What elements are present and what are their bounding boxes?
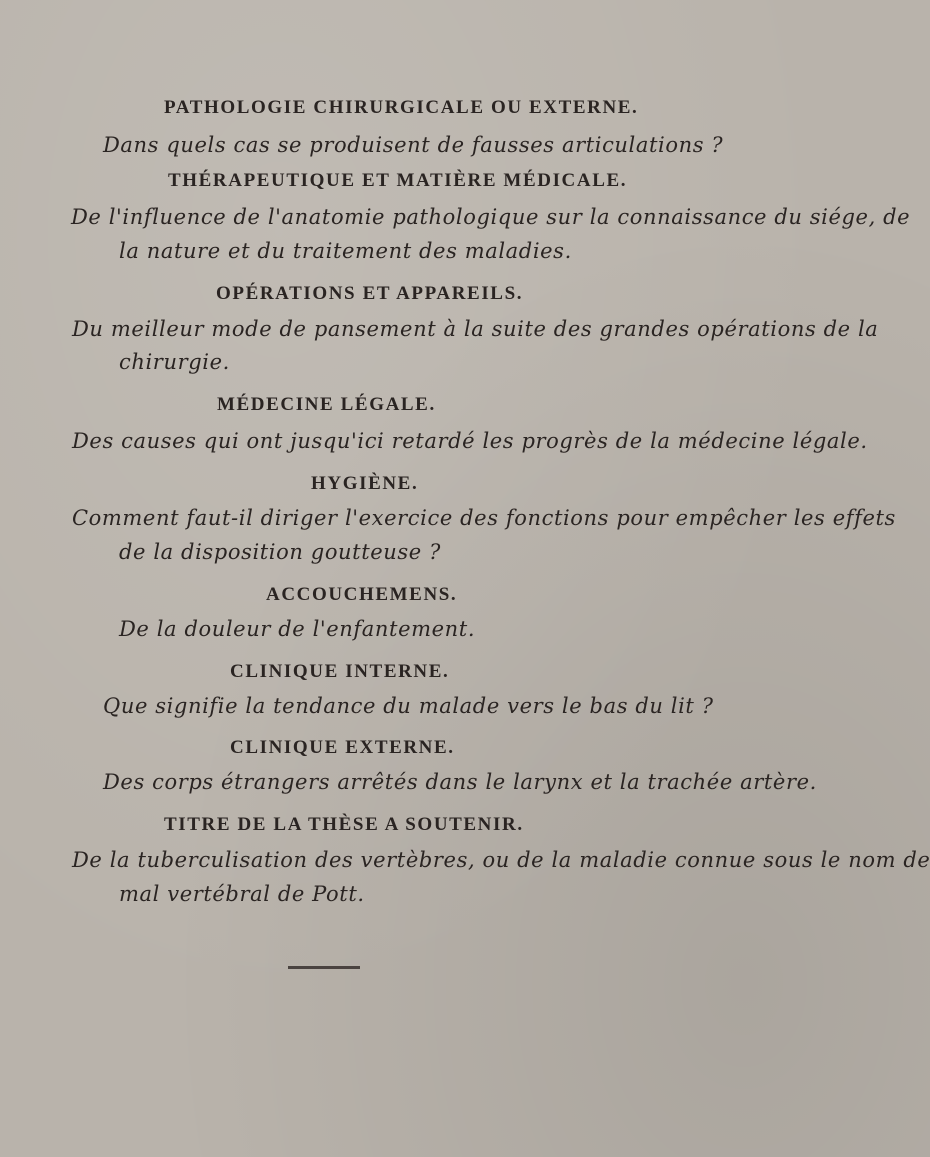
section-text-pathologie-line-1: Dans quels cas se produisent de fausses articulations ?	[103, 133, 724, 157]
section-text-therapeutique-line-2: la nature et du traitement des maladies.	[119, 239, 572, 263]
section-text-accouchemens-line-1: De la douleur de l'enfantement.	[119, 617, 476, 641]
section-text-operations-line-1: Du meilleur mode de pansement à la suite des grandes opérations de la	[72, 317, 879, 341]
section-text-clinique-externe-line-1: Des corps étrangers arrêtés dans le larynx et la trachée artère.	[103, 770, 817, 794]
section-text-hygiene-line-1: Comment faut-il diriger l'exercice des fonctions pour empêcher les effets	[72, 506, 896, 530]
section-text-medecine-legale-line-1: Des causes qui ont jusqu'ici retardé les progrès de la médecine légale.	[72, 429, 868, 453]
section-heading-titre-these: TITRE DE LA THÈSE A SOUTENIR.	[164, 814, 524, 835]
section-heading-clinique-interne: CLINIQUE INTERNE.	[230, 661, 450, 682]
closing-divider-rule	[288, 966, 360, 969]
section-heading-therapeutique: THÉRAPEUTIQUE ET MATIÈRE MÉDICALE.	[168, 170, 628, 191]
section-text-clinique-interne-line-1: Que signifie la tendance du malade vers le bas du lit ?	[103, 694, 714, 718]
section-heading-clinique-externe: CLINIQUE EXTERNE.	[230, 737, 455, 758]
section-heading-pathologie: PATHOLOGIE CHIRURGICALE OU EXTERNE.	[164, 97, 639, 118]
section-text-hygiene-line-2: de la disposition goutteuse ?	[119, 540, 441, 564]
section-text-operations-line-2: chirurgie.	[119, 350, 230, 374]
section-text-therapeutique-line-1: De l'influence de l'anatomie pathologique sur la connaissance du siége, de	[71, 205, 911, 229]
section-heading-medecine-legale: MÉDECINE LÉGALE.	[217, 394, 436, 415]
section-heading-hygiene: HYGIÈNE.	[311, 473, 419, 494]
section-text-titre-these-line-1: De la tuberculisation des vertèbres, ou de la maladie connue sous le nom de	[72, 848, 930, 872]
section-heading-operations: OPÉRATIONS ET APPAREILS.	[216, 283, 524, 304]
section-heading-accouchemens: ACCOUCHEMENS.	[266, 584, 458, 605]
section-text-titre-these-line-2: mal vertébral de Pott.	[119, 882, 365, 906]
